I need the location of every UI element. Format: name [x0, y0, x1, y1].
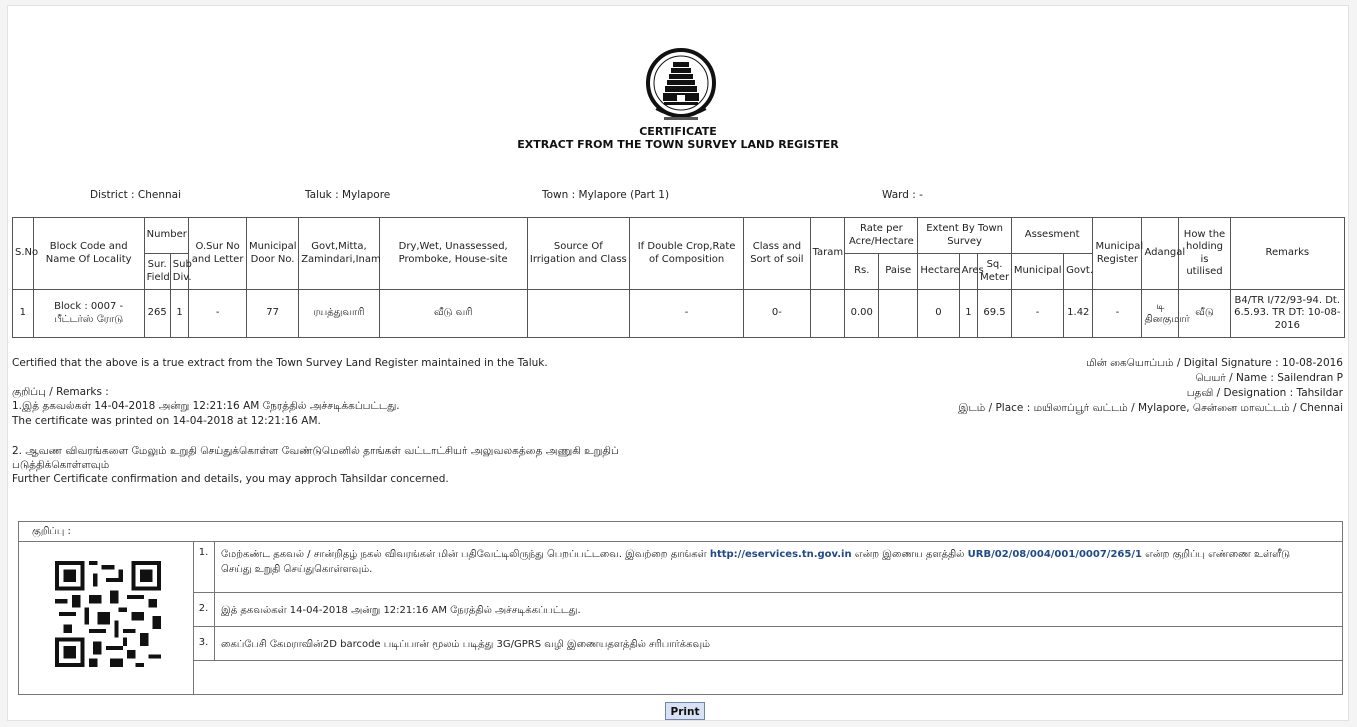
- certificate-subtitle: EXTRACT FROM THE TOWN SURVEY LAND REGISTER: [517, 138, 839, 151]
- cell-dry: வீடு வரி: [379, 290, 527, 338]
- cell-door: 77: [246, 290, 298, 338]
- qr-cell: [19, 542, 194, 694]
- cell-double-crop: -: [629, 290, 743, 338]
- cell-mun-register: -: [1093, 290, 1142, 338]
- note-item-3: [193, 627, 1342, 661]
- cell-govt: ரயத்துவாரி: [299, 290, 380, 338]
- reference-number: URB/02/08/004/001/0007/265/1: [967, 549, 1142, 560]
- district-label: District : Chennai: [90, 189, 182, 201]
- col-govt: Govt,Mitta, Zamindari,Inam: [299, 218, 380, 290]
- col-block: Block Code and Name Of Locality: [33, 218, 144, 290]
- col-door: Municipal Door No.: [246, 218, 298, 290]
- tamil-nadu-emblem-icon: [646, 45, 716, 125]
- cell-sur-field: 265: [144, 290, 170, 338]
- col-sur-field: Sur. Field: [144, 254, 170, 290]
- cell-taram: [810, 290, 845, 338]
- certification-statement: Certified that the above is a true extract from the Town Survey Land Register maintained in the Taluk.: [12, 357, 548, 369]
- col-extent: Extent By Town Survey: [918, 218, 1012, 254]
- col-sno: S.No: [13, 218, 34, 290]
- eservices-link[interactable]: http://eservices.tn.gov.in: [709, 549, 852, 560]
- cell-hectare: 0: [918, 290, 959, 338]
- col-assesment: Assesment: [1011, 218, 1093, 254]
- table-row: [13, 290, 1345, 338]
- digital-signature: மின் கையொப்பம் / Digital Signature : 10-08-2016: [1086, 357, 1343, 369]
- verification-notes: [18, 521, 1343, 695]
- col-number: Number: [144, 218, 189, 254]
- signatory-designation: பதவி / Designation : Tahsildar: [1186, 387, 1343, 399]
- cell-sno: 1: [13, 290, 34, 338]
- col-taram: Taram: [810, 218, 845, 290]
- cell-block: Block : 0007 - பீட்டர்ஸ் ரோடு: [33, 290, 144, 338]
- signatory-place: இடம் / Place : மயிலாப்பூர் வட்டம் / Mylapore, சென்னை மாவட்டம் / Chennai: [958, 402, 1343, 414]
- col-rs: Rs.: [845, 254, 879, 290]
- cell-sub-div: 1: [170, 290, 189, 338]
- col-sqm: Sq. Meter: [978, 254, 1012, 290]
- col-adangal: Adangal: [1142, 218, 1179, 290]
- cell-remarks: B4/TR I/72/93-94. Dt. 6.5.93. TR DT: 10-08-2016: [1230, 290, 1344, 338]
- col-sub-div: Sub Div.: [170, 254, 189, 290]
- cell-adangal: டி தினகுமார்: [1142, 290, 1179, 338]
- col-rate: Rate per Acre/Hectare: [845, 218, 918, 254]
- taluk-label: Taluk : Mylapore: [305, 189, 391, 201]
- cell-municipal: -: [1011, 290, 1063, 338]
- note-item-2: [193, 593, 1342, 627]
- col-soil: Class and Sort of soil: [744, 218, 810, 290]
- col-osur: O.Sur No and Letter: [189, 218, 247, 290]
- col-utilised: How the holding is utilised: [1179, 218, 1230, 290]
- note-number: 1.: [193, 542, 215, 592]
- certificate-page: [7, 5, 1349, 721]
- remark-1-english: The certificate was printed on 14-04-2018 at 12:21:16 AM.: [12, 415, 321, 427]
- land-register-table: [12, 217, 1345, 338]
- notes-heading: குறிப்பு :: [19, 522, 1342, 542]
- remark-2-tamil-cont: படுத்திக்கொள்ளவும்: [12, 459, 110, 471]
- note-item-1: [193, 542, 1342, 593]
- ward-label: Ward : -: [882, 189, 923, 201]
- cell-soil: 0-: [744, 290, 810, 338]
- qr-code-icon: [55, 559, 161, 669]
- col-ares: Ares: [959, 254, 977, 290]
- cell-sqm: 69.5: [978, 290, 1012, 338]
- col-municipal: Municipal: [1011, 254, 1063, 290]
- col-mun-register: Municipal Register: [1093, 218, 1142, 290]
- signatory-name: பெயர் / Name : Sailendran P: [1195, 372, 1343, 384]
- print-button[interactable]: Print: [665, 702, 705, 720]
- note-number: 2.: [193, 593, 215, 626]
- note-text: மேற்கண்ட தகவல் / சான்றிதழ் நகல் விவரங்கள் மின் பதிவேட்டிலிருந்து பெறப்பட்டவை. இவற்றை தாங்கள் http://eservices.tn.gov.in என்ற இணைய தளத்தில் URB/02/08/004/001/0007/265/1 என்ற குறிப்பு எண்ணை உள்ளீடு செய்து உறுதி செய்துகொள்ளவும்.: [221, 549, 1291, 575]
- remark-1-tamil: 1.இத் தகவல்கள் 14-04-2018 அன்று 12:21:16 AM நேரத்தில் அச்சடிக்கப்பட்டது.: [12, 400, 400, 412]
- note-text: இத் தகவல்கள் 14-04-2018 அன்று 12:21:16 AM நேரத்தில் அச்சடிக்கப்பட்டது.: [221, 605, 581, 616]
- col-hectare: Hectare: [918, 254, 959, 290]
- col-govt-assess: Govt.: [1064, 254, 1093, 290]
- cell-utilised: வீடு: [1179, 290, 1230, 338]
- note-text: கைப்பேசி கேமராவின்2D barcode படிப்பான் மூலம் படித்து 3G/GPRS வழி இணையதளத்தில் சரிபார்க்கவும்: [221, 639, 711, 650]
- town-label: Town : Mylapore (Part 1): [542, 189, 670, 201]
- cell-ares: 1: [959, 290, 977, 338]
- col-dry: Dry,Wet, Unassessed, Promboke, House-site: [379, 218, 527, 290]
- cell-irrigation: [527, 290, 629, 338]
- cell-govt-assess: 1.42: [1064, 290, 1093, 338]
- col-irrigation: Source Of Irrigation and Class: [527, 218, 629, 290]
- remark-2-english: Further Certificate confirmation and details, you may approch Tahsildar concerned.: [12, 473, 449, 485]
- note-number: 3.: [193, 627, 215, 660]
- remark-2-tamil: 2. ஆவண விவரங்களை மேலும் உறுதி செய்துக்கொள்ள வேண்டுமெனில் தாங்கள் வட்டாட்சியர் அலுவலகத்தை அணுகி உறுதிப்: [12, 445, 619, 457]
- cell-rs: 0.00: [845, 290, 879, 338]
- col-remarks: Remarks: [1230, 218, 1344, 290]
- col-double-crop: If Double Crop,Rate of Composition: [629, 218, 743, 290]
- col-paise: Paise: [879, 254, 918, 290]
- cell-osur: -: [189, 290, 247, 338]
- cell-paise: [879, 290, 918, 338]
- certificate-title: CERTIFICATE: [639, 125, 717, 138]
- remarks-label: குறிப்பு / Remarks :: [12, 386, 109, 398]
